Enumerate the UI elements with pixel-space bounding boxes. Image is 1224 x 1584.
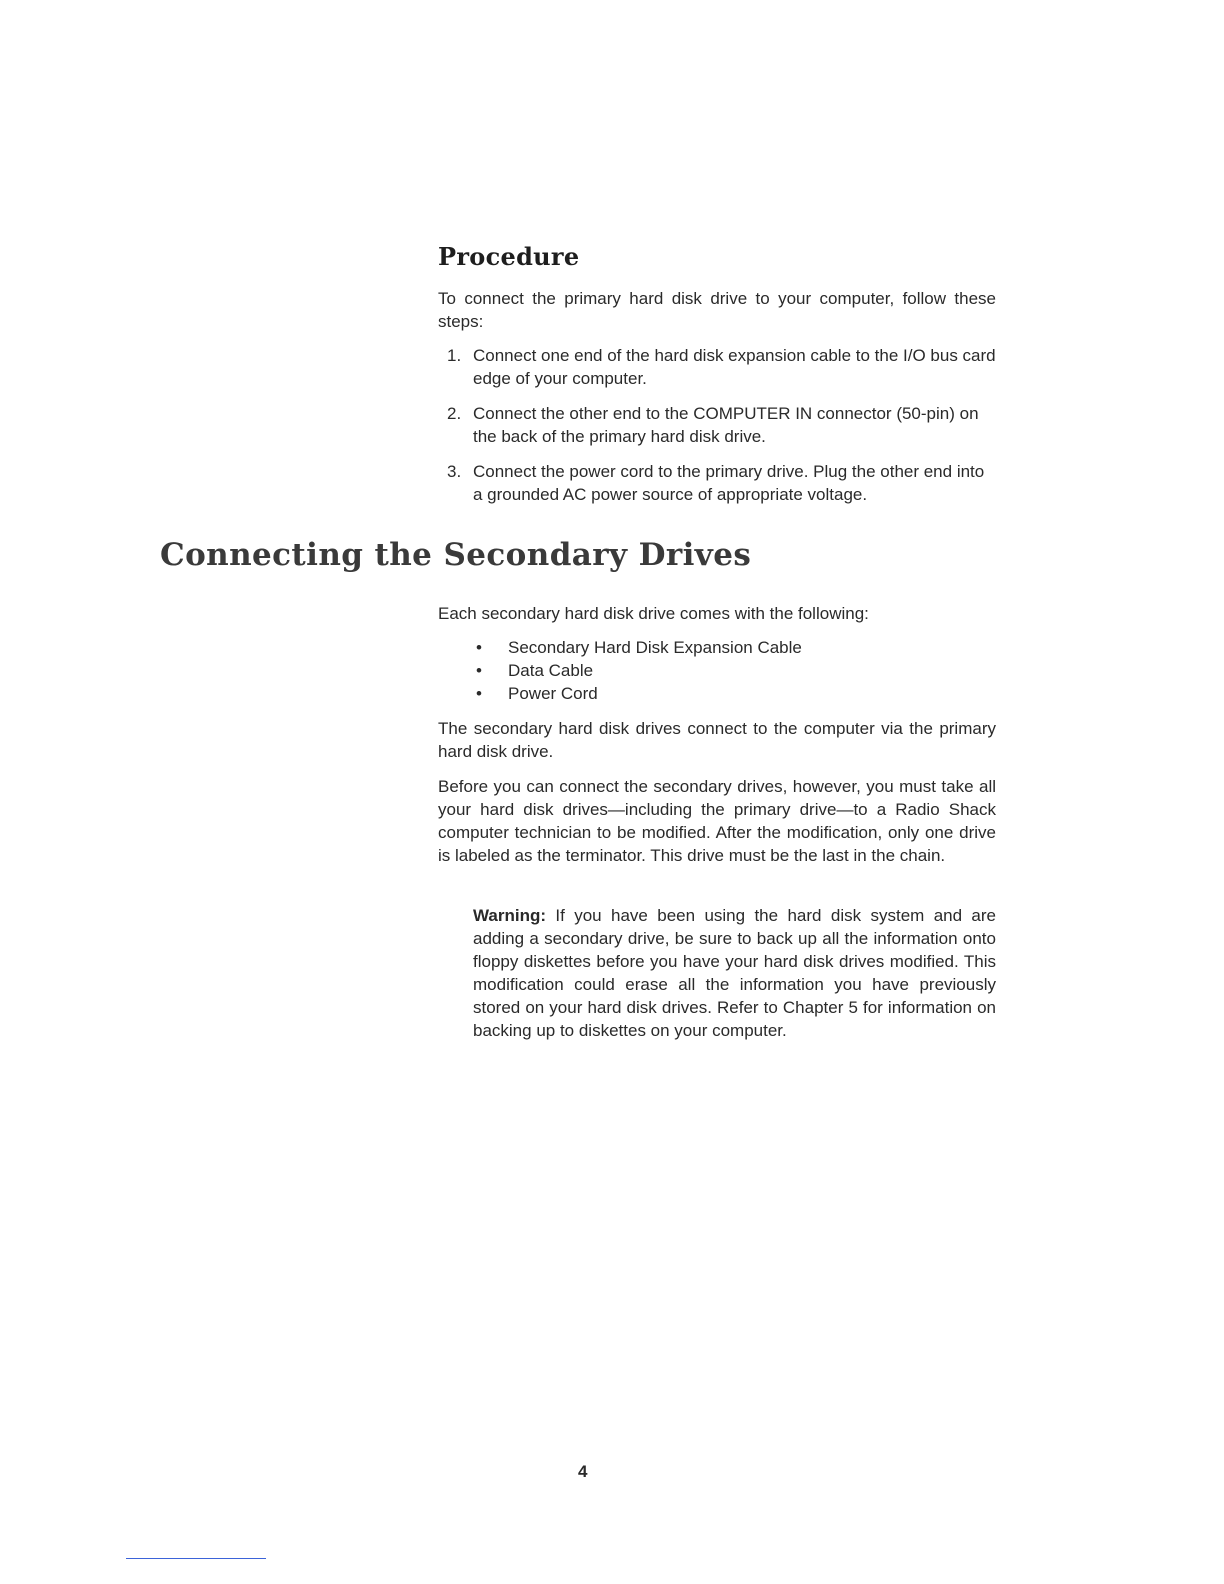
bullet-icon: •: [476, 684, 482, 703]
secondary-intro: Each secondary hard disk drive comes with the following:: [438, 604, 869, 623]
list-item-text: Power Cord: [508, 684, 598, 703]
footer-rule: [126, 1558, 266, 1559]
list-item-text: Data Cable: [508, 661, 594, 680]
bullet-icon: •: [476, 638, 482, 657]
connection-paragraph: The secondary hard disk drives connect to the computer via the primary hard disk drive.: [438, 719, 996, 761]
secondary-drives-heading: Connecting the Secondary Drives: [160, 537, 752, 573]
modification-paragraph: Before you can connect the secondary drives, however, you must take all your hard disk drives—including the primary drive—to a Radio Shack computer technician to be modified. After the modification, only one drive is labeled as the terminator. This drive must be the last in the chain.: [438, 777, 996, 865]
procedure-intro: To connect the primary hard disk drive to your computer, follow these steps:: [438, 289, 996, 331]
list-item: [438, 682, 996, 705]
step-number: 3.: [447, 462, 462, 481]
step-item: [438, 460, 996, 506]
warning-note: [473, 904, 996, 1042]
step-number: 2.: [447, 404, 462, 423]
step-text: Connect the other end to the COMPUTER IN connector (50-pin) on the back of the primary hard disk drive.: [473, 404, 979, 446]
procedure-steps: [438, 344, 996, 518]
warning-text: If you have been using the hard disk system and are adding a secondary drive, be sure to back up all the information onto floppy diskettes before you have your hard disk drives modified. This modification could erase all the information you have previously stored on your hard disk drives. Refer to Chapter 5 for information on backing up to diskettes on your computer.: [473, 906, 996, 1040]
step-item: [438, 402, 996, 448]
page-number: 4: [578, 1462, 588, 1481]
list-item-text: Secondary Hard Disk Expansion Cable: [508, 638, 802, 657]
step-number: 1.: [447, 346, 462, 365]
warning-label: Warning:: [473, 906, 547, 925]
included-items-list: [438, 636, 996, 705]
list-item: [438, 659, 996, 682]
step-item: [438, 344, 996, 390]
step-text: Connect one end of the hard disk expansion cable to the I/O bus card edge of your computer.: [473, 346, 996, 388]
procedure-heading: Procedure: [438, 242, 580, 271]
list-item: [438, 636, 996, 659]
bullet-icon: •: [476, 661, 482, 680]
step-text: Connect the power cord to the primary drive. Plug the other end into a grounded AC power source of appropriate voltage.: [473, 462, 985, 504]
